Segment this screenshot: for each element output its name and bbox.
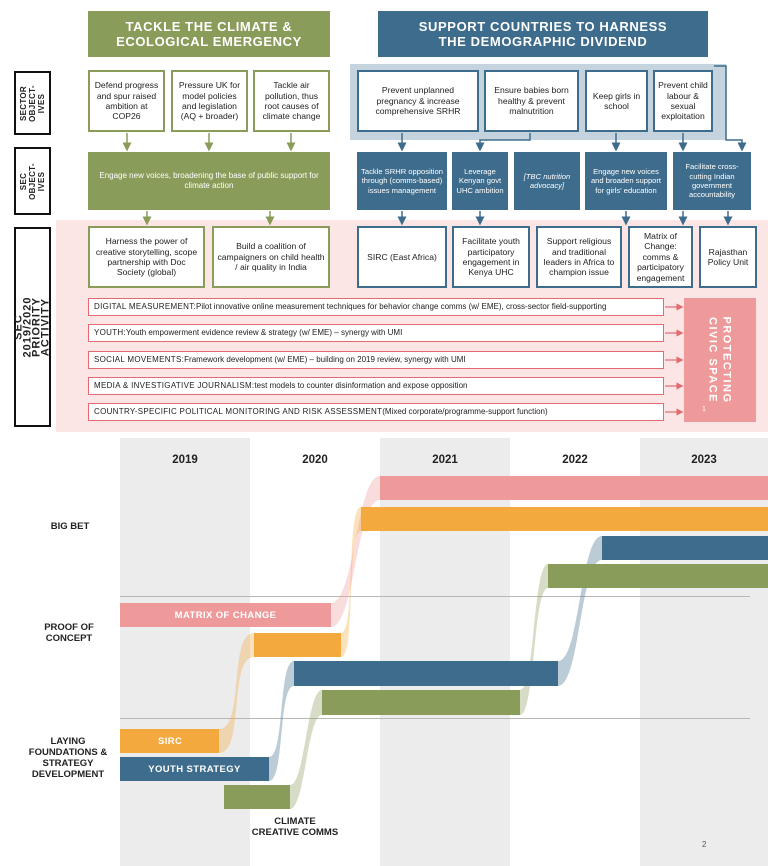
proof-bar-sirc [254,633,341,657]
demographic-priority-1: SIRC (East Africa) [357,226,447,288]
climate-priority-2: Build a coalition of campaigners on child health / air quality in India [212,226,330,288]
year-2020: 2020 [302,454,328,466]
climate-objective-2: Pressure UK for model policies and legislation (AQ + broader) [171,70,248,132]
civic-space-label: PROTECTING CIVIC SPACE [707,316,733,404]
civic-space-footnote: 1 [702,406,706,413]
demographic-objective-2: Ensure babies born healthy & prevent malnutrition [484,70,579,132]
demographic-objective-3: Keep girls in school [585,70,648,132]
demographic-header: SUPPORT COUNTRIES TO HARNESS THE DEMOGRAPHIC DIVIDEND [378,11,708,57]
demographic-objective-4: Prevent child labour & sexual exploitation [653,70,713,132]
year-2022: 2022 [562,454,588,466]
side-label-sec-objectives: SEC OBJECT- IVES [14,147,51,215]
cross-activity-digital-measurement: DIGITAL MEASUREMENT: Pilot innovative online measurement techniques for behavior change comms (w/ EME), cross-sector field-supporting [88,298,664,316]
side-label-priority-activity: SEC 2019/2020 PRIORITY ACTIVITY [14,227,51,427]
climate-objective-1: Defend progress and spur raised ambition at COP26 [88,70,165,132]
year-2021: 2021 [432,454,458,466]
proof-bar-youth [294,661,558,686]
demographic-sec-objective-1: Tackle SRHR opposition through (comms-based) issues management [357,152,447,210]
demographic-sec-objective-5: Facilitate cross-cutting Indian government accountability [673,152,751,210]
cross-activity-media-journalism: MEDIA & INVESTIGATIVE JOURNALISM: test models to counter disinformation and expose opposition [88,377,664,395]
climate-header: TACKLE THE CLIMATE & ECOLOGICAL EMERGENCY [88,11,330,57]
youth-strategy-label: YOUTH STRATEGY [148,763,241,775]
side-label-sector-objectives: SECTOR OBJECT- IVES [14,71,51,135]
matrix-of-change-label: MATRIX OF CHANGE [174,609,277,621]
matrix-of-change-bar [120,603,331,627]
protecting-civic-space-box [684,298,756,422]
page-number: 2 [702,840,707,849]
cross-activity-social-movements: SOCIAL MOVEMENTS: Framework development (w/ EME) – building on 2019 review, synergy with UMI [88,351,664,369]
demographic-priority-2: Facilitate youth participatory engagement in Kenya UHC [452,226,530,288]
demographic-objective-1: Prevent unplanned pregnancy & increase comprehensive SRHR [357,70,479,132]
climate-creative-comms-label: CLIMATE CREATIVE COMMS [251,816,339,838]
climate-objective-3: Tackle air pollution, thus root causes of climate change [253,70,330,132]
row-label-proof-of-concept: PROOF OF CONCEPT [44,622,94,644]
demographic-sec-objective-3: [TBC nutrition advocacy] [514,152,580,210]
timeline-column-2023 [640,438,768,866]
demographic-priority-5: Rajasthan Policy Unit [699,226,757,288]
year-2019: 2019 [172,454,198,466]
demographic-priority-3: Support religious and traditional leaders in Africa to champion issue [536,226,622,288]
timeline-column-2021 [380,438,510,866]
proof-bar-climate [322,690,520,715]
big-bet-bar-youth [602,536,768,560]
year-2023: 2023 [691,454,717,466]
youth-strategy-bar [120,757,269,781]
demographic-sec-objective-2: Leverage Kenyan govt UHC ambition [452,152,508,210]
climate-sec-objective: Engage new voices, broadening the base of public support for climate action [88,152,330,210]
big-bet-bar-sirc [361,507,768,531]
big-bet-bar-matrix [380,476,768,500]
sirc-label: SIRC [158,735,183,747]
big-bet-bar-climate [548,564,768,588]
row-divider-2 [120,718,750,719]
cross-activity-youth: YOUTH: Youth empowerment evidence review & strategy (w/ EME) – synergy with UMI [88,324,664,342]
sirc-bar [120,729,219,753]
demographic-sec-objective-4: Engage new voices and broaden support for girls' education [585,152,667,210]
row-divider-1 [120,596,750,597]
climate-priority-1: Harness the power of creative storytelling, scope partnership with Doc Society (global) [88,226,205,288]
cross-activity-political-monitoring: COUNTRY-SPECIFIC POLITICAL MONITORING AND RISK ASSESSMENT (Mixed corporate/programme-support function) [88,403,664,421]
row-label-big-bet: BIG BET [50,521,90,532]
row-label-laying-foundations: LAYING FOUNDATIONS & STRATEGY DEVELOPMENT [28,736,108,780]
demographic-priority-4: Matrix of Change: comms & participatory engagement [628,226,693,288]
climate-creative-comms-bar [224,785,290,809]
